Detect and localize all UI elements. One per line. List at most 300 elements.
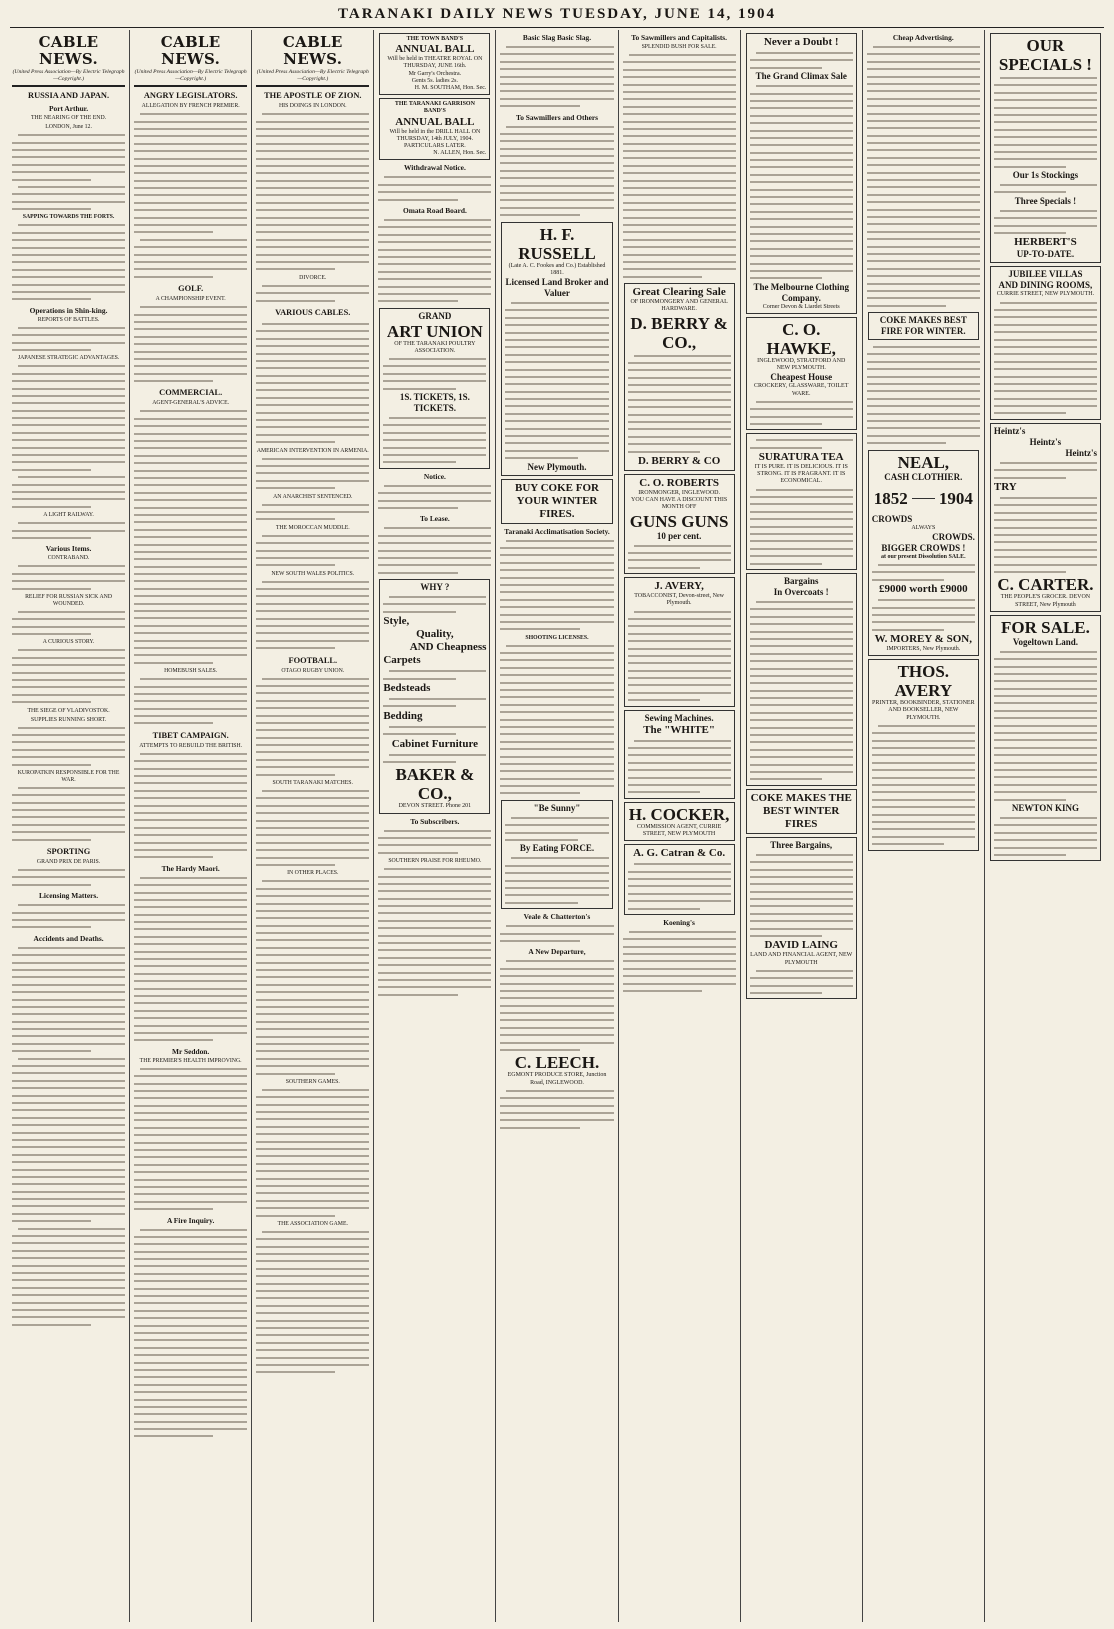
text-line [378,188,491,195]
text-line [134,1255,247,1262]
text-line [994,387,1097,394]
text-line [256,228,369,235]
ad-line: N. ALLEN, Hon. Sec. [433,150,487,157]
text-line [256,854,369,861]
text-line [872,766,975,773]
text-line [500,159,613,166]
text-line [12,407,125,414]
text-line [994,466,1097,473]
text-line [628,556,731,563]
text-line [623,66,736,73]
ad-line: New Plymouth. [527,461,587,472]
text-line [623,191,736,198]
text-line [500,87,613,94]
text-line [134,415,247,422]
text-line [623,265,736,272]
text-line [256,1101,369,1108]
ad-title: NEAL, [897,452,950,472]
text-line [505,814,608,821]
ad-line: INGLEWOOD, STRATFORD AND NEW PLYMOUTH. [757,357,846,372]
text-line [256,726,369,733]
text-line [256,147,369,154]
text-line [256,907,369,914]
text-line [867,294,980,301]
ad-line: W. MOREY & SON, [874,633,972,646]
text-line [378,961,491,968]
text-line [994,685,1097,692]
text-line [505,373,608,380]
text-line [750,515,853,522]
text-line [134,629,247,636]
text-line [500,775,613,782]
text-line [134,1307,247,1314]
text-line [256,600,369,607]
column-5 [496,30,618,1622]
text-line [867,272,980,279]
text-line [12,1003,125,1010]
text-line [383,458,486,465]
text-line [134,1226,247,1233]
text-line [378,834,491,841]
text-line [623,236,736,243]
ad-title: H. COCKER, [628,804,730,824]
text-line [505,877,608,884]
text-line [867,280,980,287]
text-line [256,771,369,778]
text-line [750,186,853,193]
text-line [12,205,125,212]
garrison-band-ad [379,98,490,160]
text-line [623,51,736,58]
ad-line: (Late A. C. Fookes and Co.) Established 1881. [508,262,606,276]
ad-line: Bargains [783,575,819,586]
ad-line: DEVON STREET. Phone 201 [398,803,472,810]
text-line [383,444,486,451]
text-line [383,377,486,384]
text-line [994,729,1097,736]
text-line [256,243,369,250]
laing-ad [746,837,857,1000]
column-7 [741,30,863,1622]
text-line [500,716,613,723]
text-line [867,410,980,417]
text-line [383,436,486,443]
text-line [134,1080,247,1087]
text-line [256,508,369,515]
text-line [383,695,486,702]
agent-heading: AGENT-GENERAL'S ADVICE. [152,400,230,407]
text-line [500,130,613,137]
port-arthur-heading: Port Arthur. [48,104,89,114]
commercial-heading: COMMERCIAL. [159,388,223,398]
text-line [750,405,853,412]
text-line [256,1003,369,1010]
text-line [623,206,736,213]
text-line [256,416,369,423]
text-line [134,348,247,355]
text-line [867,183,980,190]
text-line [12,1055,125,1062]
text-line [994,141,1097,148]
text-line [256,697,369,704]
text-line [134,311,247,318]
text-line [134,228,247,235]
text-line [378,924,491,931]
text-line [134,362,247,369]
ad-line: IT IS PURE. IT IS DELICIOUS. IT IS STRONG. IT IS FRAGRANT. IT IS ECONOMICAL. [754,464,848,485]
text-line [134,1198,247,1205]
text-line [134,325,247,332]
text-line [134,526,247,533]
text-line [134,422,247,429]
text-line [500,789,613,796]
column-1 [8,30,130,1622]
text-line [134,511,247,518]
text-line [994,781,1097,788]
championship-heading: A CHAMPIONSHIP EVENT. [155,296,226,303]
text-line [505,899,608,906]
text-line [867,73,980,80]
text-line [750,866,853,873]
text-line [623,118,736,125]
baker-ad [379,579,490,814]
text-line [12,1202,125,1209]
text-line [256,350,369,357]
text-line [256,1018,369,1025]
text-line [134,533,247,540]
text-line [628,744,731,751]
text-line [134,600,247,607]
text-line [134,992,247,999]
text-line [12,881,125,888]
text-line [378,841,491,848]
text-line [12,229,125,236]
text-line [505,299,608,306]
text-line [134,802,247,809]
text-line [134,452,247,459]
text-line [12,1180,125,1187]
ad-title: C. CARTER. [997,575,1094,595]
ad-title: COKE MAKES THE BEST WINTER FIRES [750,791,852,830]
text-line [623,147,736,154]
text-line [12,421,125,428]
text-line [256,423,369,430]
ad-line: at our present Dissolution SALE. [881,553,966,560]
text-line [256,1346,369,1353]
text-line [994,648,1097,655]
text-line [134,779,247,786]
text-line [256,1302,369,1309]
text-line [256,1070,369,1077]
text-line [867,43,980,50]
text-line [383,429,486,436]
text-line [505,388,608,395]
kuropatkin-heading: KUROPATKIN RESPONSIBLE FOR THE WAR. [17,769,120,783]
text-line [378,283,491,290]
text-line [378,969,491,976]
text-line [628,630,731,637]
text-line [628,564,731,571]
text-line [500,671,613,678]
basic-slag-heading: Basic Slag Basic Slag. [522,33,592,42]
text-line [750,731,853,738]
text-line [134,1131,247,1138]
text-line [750,208,853,215]
text-line [134,1270,247,1277]
text-line [750,620,853,627]
jubilee-ad [990,266,1101,419]
text-line [994,409,1097,416]
text-line [994,313,1097,320]
text-line [623,132,736,139]
text-line [505,417,608,424]
text-line [12,654,125,661]
text-line [750,508,853,515]
text-line [505,829,608,836]
text-line [134,1373,247,1380]
text-line [134,846,247,853]
text-line [378,260,491,267]
text-line [12,534,125,541]
text-line [383,451,486,458]
text-line [500,1016,613,1023]
text-line [256,817,369,824]
fire-inquiry-heading: A Fire Inquiry. [167,1215,215,1225]
hawke-ad [746,317,857,430]
text-line [867,417,980,424]
text-line [134,489,247,496]
text-line [994,788,1097,795]
moroccan-heading: THE MOROCCAN MUDDLE. [275,524,350,531]
text-line [134,955,247,962]
text-line [134,705,247,712]
text-line [134,1116,247,1123]
text-line [867,250,980,257]
text-line [134,1396,247,1403]
text-line [750,701,853,708]
ad-title: SPECIALS ! [998,55,1092,74]
text-line [628,645,731,652]
text-line [623,228,736,235]
russell-ad [501,222,612,476]
ad-line: Three Bargains, [770,839,833,850]
text-line [134,1240,247,1247]
homebush-heading: HOMEBUSH SALES. [164,668,218,675]
ad-line: Will be held in THEATRE ROYAL ON THURSDAY, JUNE 16th. [387,56,483,70]
railway-heading: A LIGHT RAILWAY. [43,512,94,519]
text-line [378,181,491,188]
text-line [750,989,853,996]
text-line [378,887,491,894]
text-line [867,350,980,357]
text-line [867,243,980,250]
relief-heading: RELIEF FOR RUSSIAN SICK AND WOUNDED. [25,593,113,607]
shooting-heading: SHOOTING LICENSES. [525,634,589,641]
text-line [134,184,247,191]
text-line [134,874,247,881]
text-line [256,547,369,554]
text-line [12,458,125,465]
text-line [500,930,613,937]
text-line [628,352,731,359]
text-line [505,306,608,313]
text-line [505,432,608,439]
text-line [134,1322,247,1329]
catran-ad [624,844,735,915]
nsw-heading: NEW SOUTH WALES POLITICS. [271,570,355,577]
text-line [500,145,613,152]
text-line [500,211,613,218]
ad-line: Licensed Land Broker and Valuer [505,277,609,298]
text-line [994,836,1097,843]
text-line [750,746,853,753]
text-line [994,373,1097,380]
text-line [750,156,853,163]
text-line [12,131,125,138]
text-line [256,944,369,951]
text-line [505,380,608,387]
text-line [994,380,1097,387]
text-line [505,821,608,828]
text-line [628,637,731,644]
ad-line: Corner Devon & Liardet Streets [762,303,840,310]
text-line [12,873,125,880]
text-line [994,844,1097,851]
ad-line: Will be held in the DRILL HALL ON THURSDAY, 14th JULY, 1904. [389,128,481,142]
text-line [12,577,125,584]
text-line [256,966,369,973]
text-line [256,959,369,966]
text-line [256,734,369,741]
text-line [994,722,1097,729]
text-line [750,672,853,679]
text-line [994,118,1097,125]
text-line [872,840,975,847]
text-line [256,1175,369,1182]
text-line [134,169,247,176]
text-line [500,544,613,551]
text-line [12,153,125,160]
text-line [867,117,980,124]
text-line [500,957,613,964]
text-line [505,329,608,336]
text-line [628,448,731,455]
text-line [256,1138,369,1145]
text-line [994,148,1097,155]
text-line [134,824,247,831]
text-line [256,704,369,711]
text-line [867,213,980,220]
text-line [134,1094,247,1101]
coke-fire-ad [868,312,979,340]
text-line [134,918,247,925]
text-line [750,851,853,858]
text-line [750,650,853,657]
text-line [628,622,731,629]
withdrawal-heading: Withdrawal Notice. [403,163,466,173]
text-line [505,314,608,321]
association-heading: THE ASSOCIATION GAME. [277,1220,348,1227]
text-line [134,690,247,697]
reports-heading: REPORTS OF BATTLES. [37,316,100,323]
text-line [500,1024,613,1031]
text-line [12,281,125,288]
ad-title: A. G. Catran & Co. [633,847,726,860]
ad-line: IRONMONGER, INGLEWOOD. [638,489,721,496]
text-line [134,214,247,221]
ad-line: TOBACCONIST, Devon-street, New Plymouth. [634,593,724,607]
ad-title: C. O. HAWKE, [766,319,836,358]
text-line [994,350,1097,357]
text-line [12,570,125,577]
ad-line: The "WHITE" [643,723,715,736]
text-line [134,948,247,955]
text-line [256,839,369,846]
text-line [12,495,125,502]
text-line [134,1403,247,1410]
text-line [378,223,491,230]
sporting-heading: SPORTING [46,847,91,857]
text-line [256,477,369,484]
text-line [134,1329,247,1336]
text-line [12,1077,125,1084]
text-line [134,1014,247,1021]
text-line [628,652,731,659]
text-line [134,1359,247,1366]
text-line [12,1239,125,1246]
sapping-heading: SAPPING TOWARDS THE FORTS. [22,214,115,221]
ad-title: Never a Doubt ! [763,36,839,48]
text-line [256,922,369,929]
text-line [994,163,1097,170]
text-line [12,473,125,480]
text-line [256,585,369,592]
text-line [12,615,125,622]
text-line [134,933,247,940]
text-line [750,738,853,745]
text-line [12,1151,125,1158]
text-line [378,297,491,304]
text-line [500,596,613,603]
text-line [256,861,369,868]
text-line [994,561,1097,568]
text-line [867,169,980,176]
text-line [256,1280,369,1287]
text-line [750,245,853,252]
text-line [383,600,486,607]
text-line [994,229,1097,236]
text-line [378,253,491,260]
various-items-heading: Various Items. [45,544,92,554]
text-line [12,1069,125,1076]
ad-title: THOS. AVERY [894,662,953,701]
text-line [256,409,369,416]
text-line [623,273,736,280]
text-line [505,447,608,454]
text-line [256,1228,369,1235]
text-line [750,500,853,507]
text-line [378,290,491,297]
text-line [256,877,369,884]
text-line [500,1031,613,1038]
text-line [750,436,853,443]
text-line [383,414,486,421]
text-line [994,516,1097,523]
ad-line: CURRIE STREET, NEW PLYMOUTH. [996,291,1095,298]
text-line [256,372,369,379]
text-line [12,244,125,251]
text-line [750,104,853,111]
